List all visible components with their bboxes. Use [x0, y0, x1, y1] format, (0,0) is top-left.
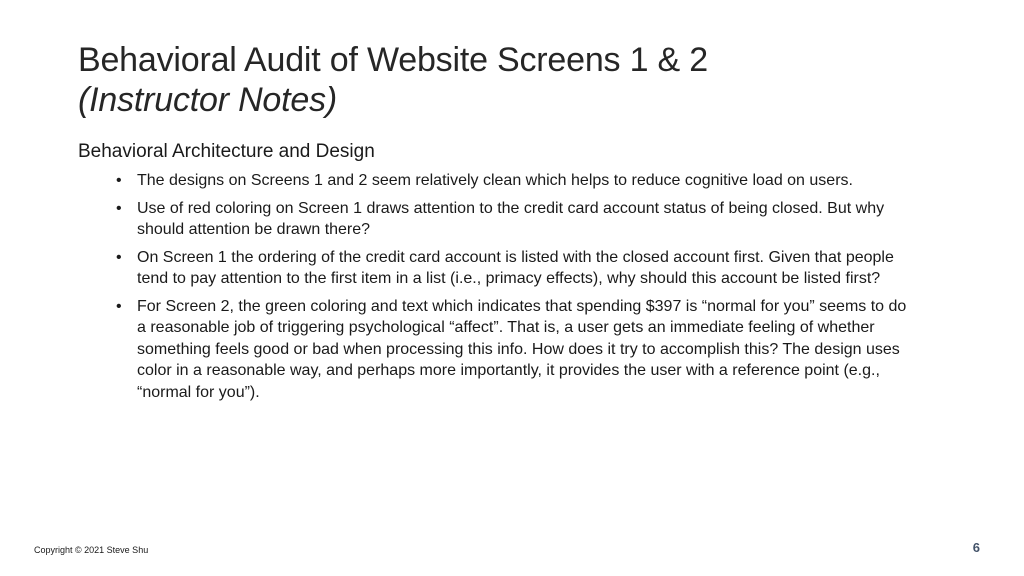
- bullet-text: On Screen 1 the ordering of the credit card account is listed with the closed account first. Given that people tend to pay attention to the first item in a list (i.e., primacy effects), why should this account be listed first?: [137, 248, 894, 287]
- bullet-item: [116, 296, 908, 404]
- bullet-item: [116, 247, 908, 290]
- slide-title: [78, 40, 958, 120]
- bullet-list: [78, 170, 908, 403]
- slide-title-line1: Behavioral Audit of Website Screens 1 & 2: [78, 41, 708, 79]
- bullet-dot-icon: •: [116, 199, 122, 217]
- bullet-text: The designs on Screens 1 and 2 seem relatively clean which helps to reduce cognitive load on users.: [137, 172, 853, 189]
- bullet-item: [116, 198, 908, 241]
- bullet-dot-icon: •: [116, 172, 122, 189]
- footer-copyright: Copyright © 2021 Steve Shu: [34, 545, 149, 555]
- bullet-text: For Screen 2, the green coloring and text which indicates that spending $397 is “normal for you” seems to do a reasonable job of triggering psychological “affect”. That is, a user gets an immediate feeling of whether something feels good or bad when processing this info. How does it try to accomplish this? The design uses color in a reasonable way, and perhaps more importantly, it provides the user with a reference point (e.g., “normal for you”).: [137, 297, 907, 401]
- bullet-text: Use of red coloring on Screen 1 draws attention to the credit card account status of being closed. But why should attention be drawn there?: [137, 199, 885, 238]
- bullet-dot-icon: •: [116, 248, 122, 266]
- section-heading: Behavioral Architecture and Design: [78, 141, 375, 162]
- bullet-item: [116, 170, 908, 192]
- slide-title-line2: (Instructor Notes): [78, 81, 338, 119]
- bullet-dot-icon: •: [116, 297, 122, 315]
- slide-content: [78, 140, 908, 409]
- page-number: 6: [972, 540, 980, 555]
